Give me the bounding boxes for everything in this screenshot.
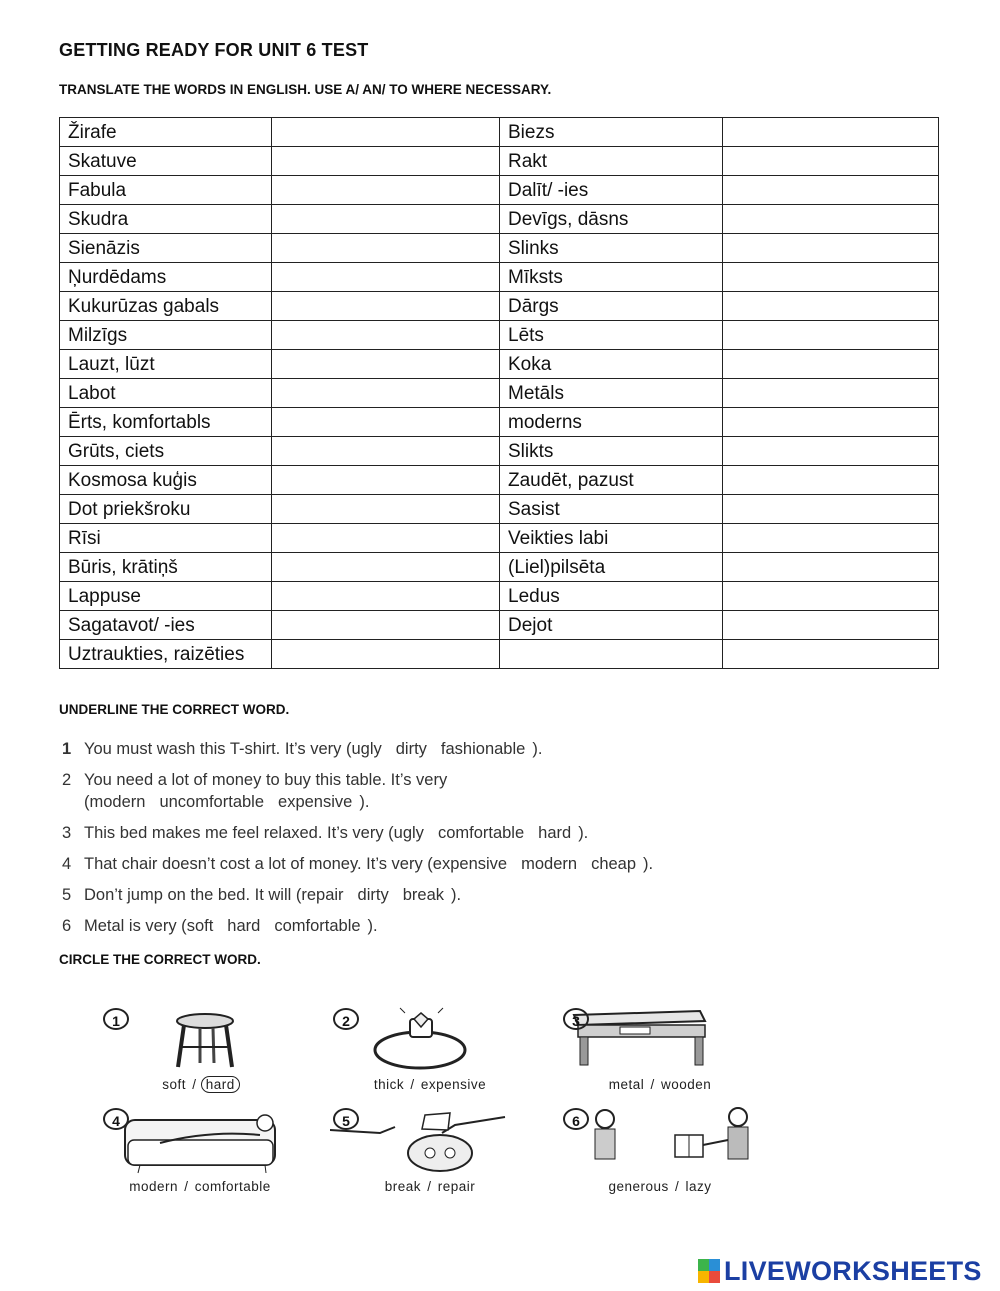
translation-left-input[interactable] [272, 205, 500, 233]
word-choice [330, 1179, 530, 1194]
latvian-word: Grūts, ciets [60, 437, 272, 466]
translation-right-cell [723, 466, 939, 495]
item-number: 4 [103, 1108, 129, 1130]
translation-right-input[interactable] [723, 582, 939, 610]
latvian-word: Lappuse [60, 582, 272, 611]
latvian-word: Ņurdēdams [60, 263, 272, 292]
translation-right-input[interactable] [723, 176, 939, 204]
list-item [62, 884, 762, 906]
translation-right-cell [723, 582, 939, 611]
latvian-word: Žirafe [60, 118, 272, 147]
item-number: 2 [333, 1008, 359, 1030]
table-row [60, 640, 939, 669]
word-choice [100, 1077, 300, 1092]
latvian-word: Lauzt, lūzt [60, 350, 272, 379]
translation-left-input[interactable] [272, 234, 500, 262]
translation-left-cell [272, 292, 500, 321]
latvian-word: (Liel)pilsēta [500, 553, 723, 582]
sentence-tail: ). [451, 886, 462, 904]
sentence-lead: This bed makes me feel relaxed. It’s very ( [84, 824, 394, 842]
word-option[interactable]: expensive [278, 793, 353, 811]
translation-right-input[interactable] [723, 205, 939, 233]
latvian-word: moderns [500, 408, 723, 437]
latvian-word: Sasist [500, 495, 723, 524]
translation-right-input[interactable] [723, 292, 939, 320]
latvian-word: Slinks [500, 234, 723, 263]
table-row [60, 205, 939, 234]
translation-right-cell [723, 350, 939, 379]
latvian-word: Mīksts [500, 263, 723, 292]
translation-right-input[interactable] [723, 379, 939, 407]
list-item [62, 738, 762, 760]
choice-option-a[interactable]: break [384, 1179, 421, 1194]
translation-left-cell [272, 379, 500, 408]
table-row [60, 466, 939, 495]
sentence-tail: ). [532, 740, 543, 758]
translation-left-cell [272, 582, 500, 611]
sentence-text [84, 769, 447, 813]
translation-left-cell [272, 437, 500, 466]
latvian-word: Labot [60, 379, 272, 408]
logo-mark-icon [698, 1259, 720, 1283]
circle-instruction: CIRCLE THE CORRECT WORD. [59, 952, 261, 967]
translation-right-cell [723, 321, 939, 350]
latvian-word: Kosmosa kuģis [60, 466, 272, 495]
logo-tile [709, 1271, 720, 1283]
translation-left-input[interactable] [272, 553, 500, 581]
translation-left-input[interactable] [272, 495, 500, 523]
translation-right-cell [723, 176, 939, 205]
table-row [60, 350, 939, 379]
latvian-word: Devīgs, dāsns [500, 205, 723, 234]
latvian-word: Dalīt/ -ies [500, 176, 723, 205]
table-row [60, 611, 939, 640]
latvian-word: Zaudēt, pazust [500, 466, 723, 495]
sentence-lead: Metal is very ( [84, 917, 187, 935]
word-option[interactable]: uncomfortable [159, 793, 265, 811]
word-option[interactable]: break [402, 886, 444, 904]
choice-option-b[interactable]: wooden [660, 1077, 712, 1092]
item-number: 1 [103, 1008, 129, 1030]
sentence-lead: You must wash this T-shirt. It’s very ( [84, 740, 352, 758]
word-option[interactable]: dirty [395, 740, 427, 758]
word-choice [560, 1077, 760, 1092]
sentence-text [84, 738, 542, 760]
item-number: 3 [563, 1008, 589, 1030]
sentence-text [84, 853, 653, 875]
latvian-word: Dārgs [500, 292, 723, 321]
sentence-text [84, 884, 461, 906]
translation-right-cell [723, 524, 939, 553]
picture-item [560, 1005, 775, 1100]
sentence-text [84, 915, 378, 937]
translation-left-input[interactable] [272, 611, 500, 639]
translation-left-cell [272, 495, 500, 524]
translation-right-cell [723, 495, 939, 524]
latvian-word: Fabula [60, 176, 272, 205]
table-row [60, 524, 939, 553]
word-option[interactable]: modern [521, 855, 578, 873]
translation-left-input[interactable] [272, 408, 500, 436]
translation-right-input[interactable] [723, 321, 939, 349]
word-option[interactable]: ugly [393, 824, 424, 842]
translation-left-cell [272, 234, 500, 263]
latvian-word: Ledus [500, 582, 723, 611]
choice-separator: / [646, 1077, 659, 1092]
word-option[interactable]: repair [301, 886, 344, 904]
translate-instruction: TRANSLATE THE WORDS IN ENGLISH. USE A/ AN/ TO WHERE NECESSARY. [59, 82, 552, 97]
table-row [60, 147, 939, 176]
latvian-word: Kukurūzas gabals [60, 292, 272, 321]
latvian-word: Veikties labi [500, 524, 723, 553]
latvian-word: Rīsi [60, 524, 272, 553]
translation-right-cell [723, 640, 939, 669]
latvian-word: Milzīgs [60, 321, 272, 350]
latvian-word: Dot priekšroku [60, 495, 272, 524]
sentence-text [84, 822, 588, 844]
latvian-word: Skudra [60, 205, 272, 234]
sentence-number: 1 [62, 740, 72, 758]
translation-left-input[interactable] [272, 437, 500, 465]
table-row [60, 263, 939, 292]
latvian-word: Lēts [500, 321, 723, 350]
latvian-word: Metāls [500, 379, 723, 408]
logo-tile [709, 1259, 720, 1271]
translation-left-input[interactable] [272, 118, 500, 146]
choice-option-a[interactable]: thick [373, 1077, 405, 1092]
translation-right-input[interactable] [723, 495, 939, 523]
translation-right-cell [723, 263, 939, 292]
list-item [62, 915, 762, 937]
translation-left-cell [272, 466, 500, 495]
choice-option-b[interactable]: hard [201, 1076, 240, 1093]
choice-option-a[interactable]: modern [129, 1179, 178, 1194]
word-option[interactable]: comfortable [437, 824, 525, 842]
word-option[interactable]: cheap [591, 855, 637, 873]
translation-right-cell [723, 611, 939, 640]
translation-right-input[interactable] [723, 350, 939, 378]
logo-tile [698, 1259, 709, 1271]
item-number: 5 [333, 1108, 359, 1130]
word-option[interactable]: hard [227, 917, 261, 935]
latvian-word: Būris, krātiņš [60, 553, 272, 582]
picture-item [560, 1105, 775, 1200]
table-row [60, 408, 939, 437]
translation-right-input[interactable] [723, 234, 939, 262]
logo-text: LIVEWORKSHEETS [724, 1255, 982, 1286]
translation-left-input[interactable] [272, 379, 500, 407]
choice-option-b[interactable]: comfortable [194, 1179, 271, 1194]
choice-option-b[interactable]: expensive [420, 1077, 487, 1092]
table-row [60, 582, 939, 611]
logo-tile [698, 1271, 709, 1283]
translation-left-cell [272, 147, 500, 176]
item-number: 6 [563, 1108, 589, 1130]
translation-left-input[interactable] [272, 350, 500, 378]
translation-left-cell [272, 408, 500, 437]
picture-item [330, 1105, 545, 1200]
sentence-tail: ). [367, 917, 378, 935]
translation-left-input[interactable] [272, 321, 500, 349]
translation-right-input[interactable] [723, 466, 939, 494]
choice-separator: / [187, 1077, 201, 1092]
choice-option-b[interactable]: lazy [685, 1179, 712, 1194]
translation-right-input[interactable] [723, 611, 939, 639]
table-row [60, 553, 939, 582]
table-row [60, 234, 939, 263]
translation-left-cell [272, 205, 500, 234]
latvian-word: Skatuve [60, 147, 272, 176]
choice-separator: / [423, 1179, 436, 1194]
translation-left-cell [272, 350, 500, 379]
translation-right-cell [723, 408, 939, 437]
latvian-word: Dejot [500, 611, 723, 640]
picture-item [100, 1105, 315, 1200]
list-item [62, 769, 762, 813]
choice-option-a[interactable]: metal [608, 1077, 645, 1092]
sentence-tail: ). [359, 793, 370, 811]
liveworksheets-logo [698, 1256, 982, 1286]
translation-left-cell [272, 176, 500, 205]
sentence-number: 3 [62, 824, 72, 842]
word-option[interactable]: ugly [351, 740, 382, 758]
word-choice [560, 1179, 760, 1194]
sentence-number: 6 [62, 917, 72, 935]
latvian-word: Sienāzis [60, 234, 272, 263]
translation-left-input[interactable] [272, 292, 500, 320]
translation-left-cell [272, 524, 500, 553]
sentence-tail: ). [643, 855, 654, 873]
table-row [60, 118, 939, 147]
choice-separator: / [179, 1179, 193, 1194]
translation-left-input[interactable] [272, 640, 500, 668]
word-option[interactable]: fashionable [440, 740, 526, 758]
word-option[interactable]: soft [186, 917, 214, 935]
translation-left-input[interactable] [272, 176, 500, 204]
translation-left-cell [272, 553, 500, 582]
translation-right-input[interactable] [723, 640, 939, 668]
table-row [60, 437, 939, 466]
sentence-lead: ( [84, 793, 90, 811]
list-item [62, 853, 762, 875]
translation-right-input[interactable] [723, 263, 939, 291]
sentence-lead: That chair doesn’t cost a lot of money. It’s very ( [84, 855, 433, 873]
translation-right-cell [723, 147, 939, 176]
translation-right-cell [723, 437, 939, 466]
latvian-word: Uztraukties, raizēties [60, 640, 272, 669]
sentence-lead: Don’t jump on the bed. It will ( [84, 886, 302, 904]
vocabulary-table [59, 117, 939, 669]
table-row [60, 495, 939, 524]
translation-right-cell [723, 292, 939, 321]
word-choice [330, 1077, 530, 1092]
sentence-lead: You need a lot of money to buy this table. It’s very [84, 771, 448, 789]
word-option[interactable]: modern [89, 793, 146, 811]
sentence-number: 5 [62, 886, 72, 904]
word-option[interactable]: dirty [357, 886, 389, 904]
choice-option-a[interactable]: soft [162, 1077, 186, 1092]
sentence-tail: ). [578, 824, 589, 842]
translation-right-input[interactable] [723, 408, 939, 436]
table-row [60, 176, 939, 205]
translation-left-input[interactable] [272, 582, 500, 610]
latvian-word [500, 640, 723, 669]
translation-left-input[interactable] [272, 524, 500, 552]
latvian-word: Slikts [500, 437, 723, 466]
translation-right-cell [723, 379, 939, 408]
translation-left-cell [272, 640, 500, 669]
translation-right-input[interactable] [723, 553, 939, 581]
sentence-number: 2 [62, 771, 72, 789]
translation-right-input[interactable] [723, 147, 939, 175]
translation-left-cell [272, 321, 500, 350]
translation-right-cell [723, 205, 939, 234]
translation-left-input[interactable] [272, 147, 500, 175]
translation-right-input[interactable] [723, 118, 939, 146]
word-choice [100, 1179, 300, 1194]
translation-left-cell [272, 118, 500, 147]
latvian-word: Koka [500, 350, 723, 379]
latvian-word: Biezs [500, 118, 723, 147]
underline-instruction: UNDERLINE THE CORRECT WORD. [59, 702, 290, 717]
translation-right-cell [723, 553, 939, 582]
word-option[interactable]: hard [538, 824, 572, 842]
choice-separator: / [406, 1077, 419, 1092]
circle-exercise [100, 1005, 780, 1205]
page-title: GETTING READY FOR UNIT 6 TEST [59, 40, 369, 60]
latvian-word: Ērts, komfortabls [60, 408, 272, 437]
translation-right-cell [723, 118, 939, 147]
list-item [62, 822, 762, 844]
underline-exercise [62, 738, 762, 946]
translation-left-input[interactable] [272, 263, 500, 291]
table-row [60, 321, 939, 350]
table-row [60, 379, 939, 408]
latvian-word: Rakt [500, 147, 723, 176]
choice-option-b[interactable]: repair [437, 1179, 476, 1194]
word-option[interactable]: expensive [432, 855, 508, 873]
translation-left-cell [272, 263, 500, 292]
translation-right-cell [723, 234, 939, 263]
table-row [60, 292, 939, 321]
sentence-number: 4 [62, 855, 72, 873]
translation-right-input[interactable] [723, 437, 939, 465]
picture-item [330, 1005, 545, 1100]
choice-option-a[interactable]: generous [608, 1179, 669, 1194]
latvian-word: Sagatavot/ -ies [60, 611, 272, 640]
choice-separator: / [670, 1179, 684, 1194]
translation-left-input[interactable] [272, 466, 500, 494]
translation-right-input[interactable] [723, 524, 939, 552]
word-option[interactable]: comfortable [274, 917, 361, 935]
translation-left-cell [272, 611, 500, 640]
picture-item [100, 1005, 315, 1100]
